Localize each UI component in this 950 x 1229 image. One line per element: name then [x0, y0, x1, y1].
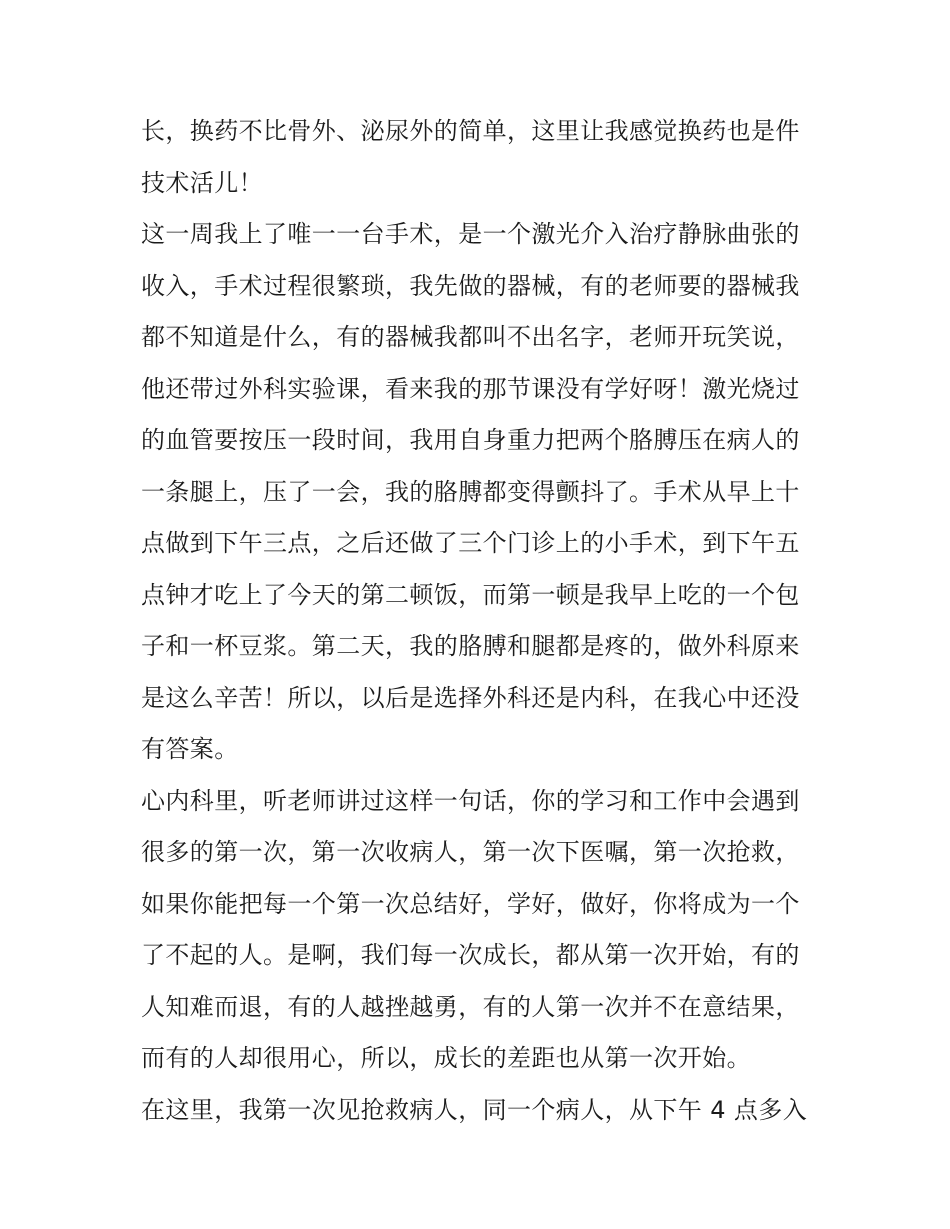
text-line: 有答案。	[141, 735, 239, 763]
text-line: 他还带过外科实验课，看来我的那节课没有学好呀！激光烧过	[141, 374, 800, 403]
text-line: 很多的第一次，第一次收病人，第一次下医嘱，第一次抢救，	[141, 838, 800, 866]
text-line: 长，换药不比骨外、泌尿外的简单，这里让我感觉换药也是件	[141, 117, 800, 145]
body-text	[141, 106, 821, 1136]
text-line: 收入，手术过程很繁琐，我先做的器械，有的老师要的器械我	[141, 271, 800, 300]
text-line: 子和一杯豆浆。第二天，我的胳膊和腿都是疼的，做外科原来	[141, 632, 800, 660]
text-line: 都不知道是什么，有的器械我都叫不出名字，老师开玩笑说，	[141, 323, 800, 351]
text-line: 点钟才吃上了今天的第二顿饭，而第一顿是我早上吃的一个包	[141, 580, 800, 609]
text-line: 心内科里，听老师讲过这样一句话，你的学习和工作中会遇到	[141, 786, 800, 815]
text-line: 而有的人却很用心，所以，成长的差距也从第一次开始。	[141, 1044, 751, 1072]
text-line: 点做到下午三点，之后还做了三个门诊上的小手术，到下午五	[141, 529, 800, 557]
text-line: 这一周我上了唯一一台手术，是一个激光介入治疗静脉曲张的	[141, 220, 800, 248]
text-line: 技术活儿！	[141, 168, 263, 197]
text-line: 在这里，我第一次见抢救病人，同一个病人，从下午 4 点多入	[141, 1095, 808, 1124]
text-line: 一条腿上，压了一会，我的胳膊都变得颤抖了。手术从早上十	[141, 477, 800, 506]
text-line: 如果你能把每一个第一次总结好，学好，做好，你将成为一个	[141, 889, 800, 918]
text-line: 是这么辛苦！所以，以后是选择外科还是内科，在我心中还没	[141, 683, 800, 712]
text-line: 的血管要按压一段时间，我用自身重力把两个胳膊压在病人的	[141, 426, 800, 454]
text-line: 了不起的人。是啊，我们每一次成长，都从第一次开始，有的	[141, 941, 800, 969]
text-line: 人知难而退，有的人越挫越勇，有的人第一次并不在意结果，	[141, 992, 800, 1021]
